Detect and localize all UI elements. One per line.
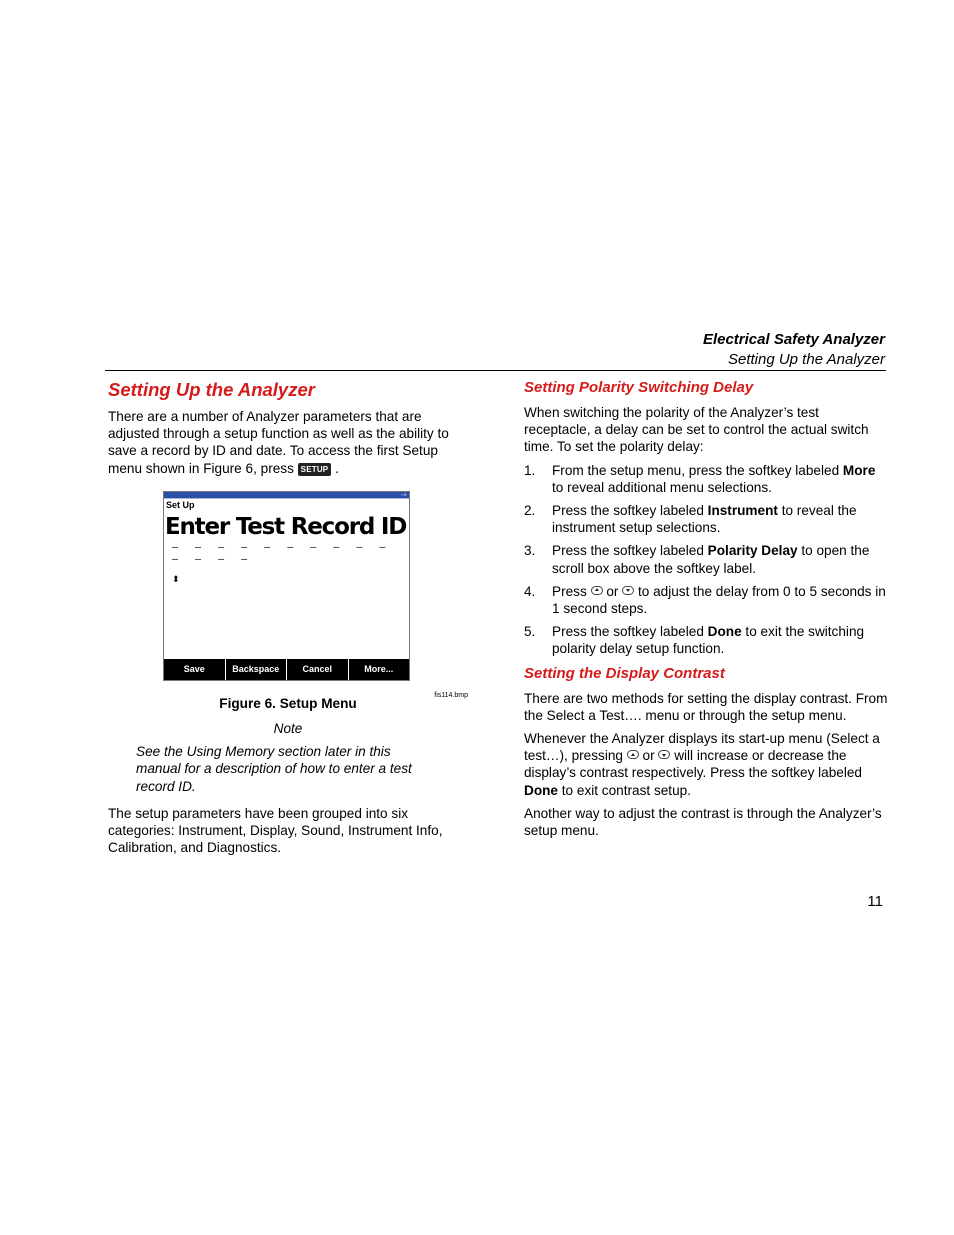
step-number: 2. (524, 503, 536, 519)
contrast-heading: Setting the Display Contrast (524, 664, 725, 682)
right-column (524, 378, 888, 845)
contrast-paragraph-2 (524, 730, 888, 799)
closing-paragraph: The setup parameters have been grouped into six categories: Instrument, Display, Sound, Instrument Info, Calibration, and Diagnostics. (108, 805, 443, 856)
step-text: to open the scroll box above the softkey label. (552, 543, 870, 576)
list-item (524, 623, 888, 657)
running-header-title: Electrical Safety Analyzer (702, 331, 885, 348)
paragraph-text: or (642, 748, 655, 764)
softkey-more: More... (348, 659, 410, 680)
softkey-bar (164, 659, 409, 680)
intro-paragraph (108, 408, 468, 477)
up-arrow-key-icon (591, 586, 603, 595)
contrast-paragraph-1: There are two methods for setting the display contrast. From the Select a Test…. menu or through the setup menu. (524, 690, 888, 723)
step-text: to adjust the delay from 0 to 5 seconds in 1 second steps. (552, 583, 886, 617)
polarity-intro: When switching the polarity of the Analyzer’s test receptacle, a delay can be set to control the actual switch time. To set the polarity delay: (524, 405, 869, 455)
list-item (524, 462, 888, 496)
figure-6 (108, 491, 468, 699)
softkey-label: More (842, 462, 876, 478)
down-arrow-key-icon (658, 750, 670, 759)
softkey-label: Done (707, 624, 742, 640)
intro-text-end: . (335, 460, 339, 476)
list-item (524, 502, 888, 536)
step-number: 1. (524, 462, 536, 478)
list-item (524, 542, 888, 576)
analyzer-screen (163, 491, 410, 681)
running-header-subtitle: Setting Up the Analyzer (727, 351, 885, 368)
screen-menu-title: Set Up (166, 499, 195, 510)
paragraph-text: will increase or decrease the display’s contrast respectively. Press the softkey labeled (524, 748, 862, 781)
screen-title-bar (164, 492, 409, 499)
contrast-paragraph-3: Another way to adjust the contrast is through the Analyzer’s setup menu. (524, 805, 882, 839)
step-text: or (606, 583, 619, 599)
left-column (108, 378, 468, 862)
setup-key-icon: SETUP (298, 463, 332, 476)
up-down-arrow-icon: ⬍ (172, 573, 180, 584)
softkey-label: Polarity Delay (707, 543, 798, 559)
step-text: Press the softkey labeled (552, 624, 708, 640)
step-text: Press (552, 583, 587, 599)
step-text: to reveal the instrument setup selections. (552, 503, 857, 536)
page-number: 11 (867, 893, 883, 910)
softkey-label: Done (524, 782, 558, 798)
softkey-backspace: Backspace (225, 659, 287, 680)
step-text: Press the softkey labeled (552, 503, 708, 519)
list-item (524, 583, 888, 617)
paragraph-text: to exit contrast setup. (561, 782, 691, 798)
softkey-label: Instrument (707, 503, 778, 519)
figure-caption: Figure 6. Setup Menu (219, 695, 357, 711)
screen-heading: Enter Test Record ID (165, 513, 407, 540)
paragraph-text: Whenever the Analyzer displays its start-up menu (Select a test…), pressing (524, 731, 880, 764)
step-text: to reveal additional menu selections. (552, 479, 772, 495)
step-number: 4. (524, 583, 536, 599)
header-rule (105, 370, 886, 371)
step-number: 3. (524, 543, 536, 559)
up-arrow-key-icon (627, 750, 639, 759)
step-text: From the setup menu, press the softkey labeled (552, 462, 843, 478)
softkey-save: Save (183, 663, 205, 674)
step-text: to exit the switching polarity delay setup function. (552, 624, 865, 657)
polarity-heading: Setting Polarity Switching Delay (524, 379, 754, 396)
step-number: 5. (524, 624, 536, 640)
record-id-entry-field: – – – – – – – – – – – – – – (172, 541, 391, 565)
softkey-cancel: Cancel (286, 659, 348, 680)
figure-filename: fis114.bmp (434, 691, 468, 699)
section-heading: Setting Up the Analyzer (108, 379, 315, 400)
step-text: Press the softkey labeled (552, 543, 708, 559)
note-text: See the Using Memory section later in this manual for a description of how to enter a test record ID. (136, 744, 412, 794)
window-controls-icon: ▫▫✕ (400, 491, 407, 497)
polarity-steps (524, 462, 888, 658)
intro-text: There are a number of Analyzer parameters that are adjusted through a setup function as well as the ability to save a record by ID and date. To access the first Setup menu shown in Figure 6, press (108, 409, 449, 476)
down-arrow-key-icon (622, 586, 634, 595)
note-label: Note (273, 721, 303, 737)
